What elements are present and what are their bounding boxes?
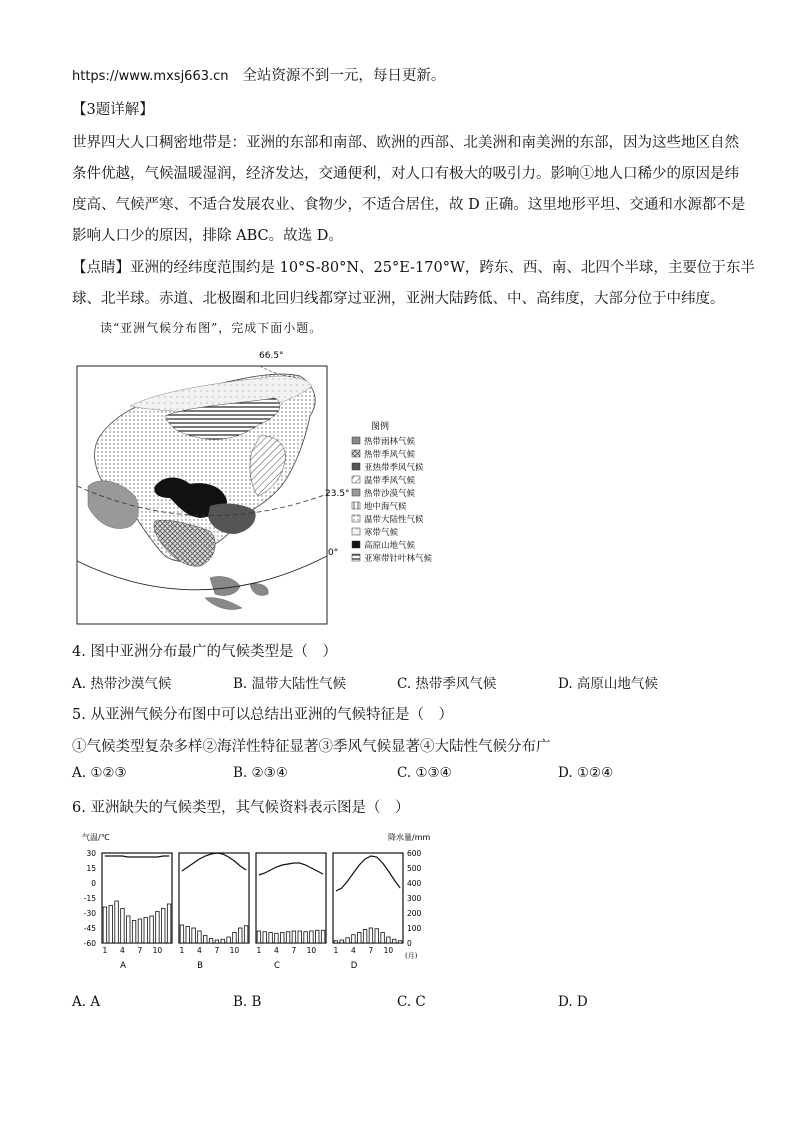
precip-bar [346, 938, 350, 943]
month-tick-label: 4 [197, 946, 202, 955]
month-unit-label: (月) [405, 952, 418, 960]
precip-bar [298, 931, 302, 943]
precip-bar [186, 927, 190, 944]
legend-swatch-tropical-monsoon [352, 450, 360, 457]
precip-bar [150, 916, 154, 943]
panel-label: C [274, 961, 280, 971]
precip-bar [121, 909, 125, 944]
month-tick-label: 10 [383, 946, 394, 955]
precip-bar [275, 933, 279, 943]
q5-stem: 5. 从亚洲气候分布图中可以总结出亚洲的气候特征是（ ） [72, 707, 453, 723]
q3-tip-line-1 [72, 256, 755, 277]
q6-option-c[interactable]: C. C [397, 994, 426, 1010]
climate-panel-b [179, 853, 249, 971]
temp-tick-label: -15 [83, 894, 96, 903]
precip-bar [192, 928, 196, 943]
q4-option-c[interactable]: C. 热带季风气候 [397, 676, 497, 692]
temp-tick-label: 30 [86, 849, 96, 858]
month-tick-label: 4 [120, 946, 125, 955]
precip-bar [352, 935, 356, 943]
precip-bar [381, 933, 385, 944]
month-tick-label: 10 [306, 946, 317, 955]
precip-bar [375, 929, 379, 943]
left-axis-label: 气温/℃ [82, 833, 110, 842]
precip-bar [398, 941, 402, 943]
panel-frame [256, 853, 326, 943]
precip-bar [115, 901, 119, 943]
precip-bar [227, 937, 231, 943]
legend-label-mediterranean: 地中海气候 [364, 502, 407, 512]
legend-label-tropical-monsoon: 热带季风气候 [364, 450, 416, 460]
legend-label-continental: 温带大陆性气候 [364, 515, 424, 525]
q6-option-b[interactable]: B. B [233, 994, 262, 1010]
temp-tick-label: 15 [86, 864, 96, 873]
climate-charts [70, 825, 450, 975]
month-tick-label: 4 [274, 946, 279, 955]
precip-bar [109, 906, 113, 944]
month-tick-label: 7 [291, 946, 297, 955]
legend-label-polar: 寒带气候 [364, 528, 399, 538]
map-legend [352, 420, 433, 564]
panel-label: D [350, 961, 358, 971]
precip-bar [162, 909, 166, 944]
month-tick-label: 10 [152, 946, 163, 955]
month-tick-label: 7 [214, 946, 220, 955]
precip-bar [292, 931, 296, 943]
precip-bar [103, 907, 107, 943]
month-tick-label: 7 [368, 946, 374, 955]
q5-option-a[interactable]: A. ①②③ [72, 765, 127, 781]
precip-bar [269, 933, 273, 944]
legend-label-highland: 高原山地气候 [364, 541, 416, 551]
month-tick-label: 1 [179, 946, 185, 955]
precip-bar [393, 939, 397, 943]
q6-stem: 6. 亚洲缺失的气候类型，其气候资料表示图是（ ） [72, 800, 410, 816]
precip-bar [198, 931, 202, 943]
q5-option-b[interactable]: B. ②③④ [233, 765, 288, 781]
precip-tick-label: 300 [407, 894, 422, 903]
q5-features: ①气候类型复杂多样②海洋性特征显著③季风气候显著④大陆性气候分布广 [72, 739, 551, 755]
temp-tick-label: -45 [83, 924, 96, 933]
climate-panel-a [102, 853, 172, 971]
precip-bar [369, 928, 373, 943]
panel-label: A [120, 961, 126, 971]
q3-tip-line-2: 球、北半球。赤道、北极圈和北回归线都穿过亚洲，亚洲大陆跨低、中、高纬度，大部分位于中纬度。 [72, 291, 725, 307]
legend-label-subarctic: 亚寒带针叶林气候 [364, 554, 433, 564]
q4-option-a[interactable]: A. 热带沙漠气候 [72, 676, 172, 692]
precip-bar [310, 931, 314, 943]
q3-tip-text-1: 亚洲的经纬度范围约是 10°S-80°N、25°E-170°W，跨东、西、南、北四个半球，主要位于东半 [130, 260, 755, 276]
month-tick-label: 10 [229, 946, 240, 955]
legend-swatch-mediterranean [352, 502, 360, 509]
q3-tip-label: 【点睛】 [72, 260, 130, 276]
q6-option-a[interactable]: A. A [72, 994, 101, 1010]
precip-bar [144, 918, 148, 944]
precip-bar [204, 936, 208, 944]
precip-bar [316, 930, 320, 943]
precip-bar [233, 933, 237, 944]
precip-tick-label: 200 [407, 909, 422, 918]
precip-bar [263, 932, 267, 943]
legend-label-desert: 热带沙漠气候 [364, 489, 416, 499]
header-url[interactable]: https://www.mxsj663.cn [72, 69, 229, 84]
precip-bar [215, 940, 219, 943]
precip-bar [304, 932, 308, 943]
q4-option-b[interactable]: B. 温带大陆性气候 [233, 676, 347, 692]
lat-665-label: 66.5° [259, 351, 284, 361]
legend-title: 图例 [371, 422, 390, 432]
panel-label: B [197, 961, 203, 971]
q5-option-d[interactable]: D. ①②④ [558, 765, 614, 781]
legend-swatch-highland [352, 541, 360, 548]
precip-bar [286, 932, 290, 943]
precip-bar [138, 919, 142, 943]
legend-swatch-desert [352, 489, 360, 496]
legend-swatch-rainforest [352, 437, 360, 444]
q6-option-d[interactable]: D. D [558, 994, 588, 1010]
q4-option-d[interactable]: D. 高原山地气候 [558, 676, 658, 692]
precip-bar [132, 921, 136, 944]
legend-swatch-temperate-monsoon [352, 476, 360, 483]
temp-tick-label: 0 [91, 879, 96, 888]
legend-swatch-continental [352, 515, 360, 522]
precip-bar [167, 904, 171, 943]
precip-tick-label: 600 [407, 849, 422, 858]
precip-bar [209, 939, 213, 944]
right-axis-label: 降水量/mm [388, 833, 431, 842]
precip-tick-label: 400 [407, 879, 422, 888]
precip-bar [321, 930, 325, 943]
month-tick-label: 1 [102, 946, 108, 955]
q3-line-2: 条件优越，气候温暖湿润，经济发达，交通便利，对人口有极大的吸引力。影响①地人口稀少的原因是纬 [72, 166, 739, 182]
precip-bar [239, 928, 243, 943]
map-caption: 读“亚洲气候分布图”，完成下面小题。 [100, 321, 323, 335]
q3-line-1: 世界四大人口稠密地带是：亚洲的东部和南部、欧洲的西部、北美洲和南美洲的东部，因为这些地区自然 [72, 135, 739, 151]
q5-option-c[interactable]: C. ①③④ [397, 765, 452, 781]
precip-bar [257, 931, 261, 943]
month-tick-label: 4 [351, 946, 356, 955]
header-line [72, 64, 445, 85]
precip-bar [127, 916, 131, 943]
precip-bar [334, 941, 338, 943]
legend-swatch-subarctic [352, 554, 360, 561]
legend-label-rainforest: 热带雨林气候 [364, 437, 416, 447]
climate-panel-c [256, 853, 326, 971]
legend-swatch-subtropical-monsoon [352, 463, 360, 470]
precip-bar [180, 925, 184, 943]
legend-label-temperate-monsoon: 温带季风气候 [364, 476, 416, 486]
q3-line-4: 影响人口少的原因，排除 ABC。故选 D。 [72, 228, 343, 244]
precip-tick-label: 100 [407, 924, 422, 933]
header-slogan: 全站资源不到一元，每日更新。 [242, 68, 446, 84]
precip-bar [244, 926, 248, 943]
precip-bar [363, 930, 367, 944]
precip-tick-label: 0 [407, 939, 412, 948]
precip-bar [221, 939, 225, 943]
precip-bar [156, 912, 160, 944]
precip-bar [340, 940, 344, 943]
temp-tick-label: -60 [83, 939, 96, 948]
asia-climate-map [60, 346, 433, 628]
month-tick-label: 1 [256, 946, 262, 955]
q3-title: 【3题详解】 [72, 102, 154, 118]
legend-label-subtropical-monsoon: 亚热带季风气候 [364, 463, 424, 473]
panel-frame [333, 853, 403, 943]
precip-tick-label: 500 [407, 864, 422, 873]
month-tick-label: 7 [137, 946, 143, 955]
precip-bar [387, 937, 391, 943]
q3-line-3: 度高、气候严寒、不适合发展农业、食物少，不适合居住，故 D 正确。这里地形平坦、交通和水源都不是 [72, 197, 746, 213]
lat-235-label: 23.5° [325, 489, 350, 499]
legend-swatch-polar [352, 528, 360, 535]
q4-stem: 4. 图中亚洲分布最广的气候类型是（ ） [72, 644, 337, 660]
climate-panel-d [333, 853, 403, 971]
month-tick-label: 1 [333, 946, 339, 955]
lat-0-label: 0° [328, 548, 339, 558]
precip-bar [358, 933, 362, 944]
precip-bar [281, 933, 285, 944]
temp-tick-label: -30 [83, 909, 96, 918]
